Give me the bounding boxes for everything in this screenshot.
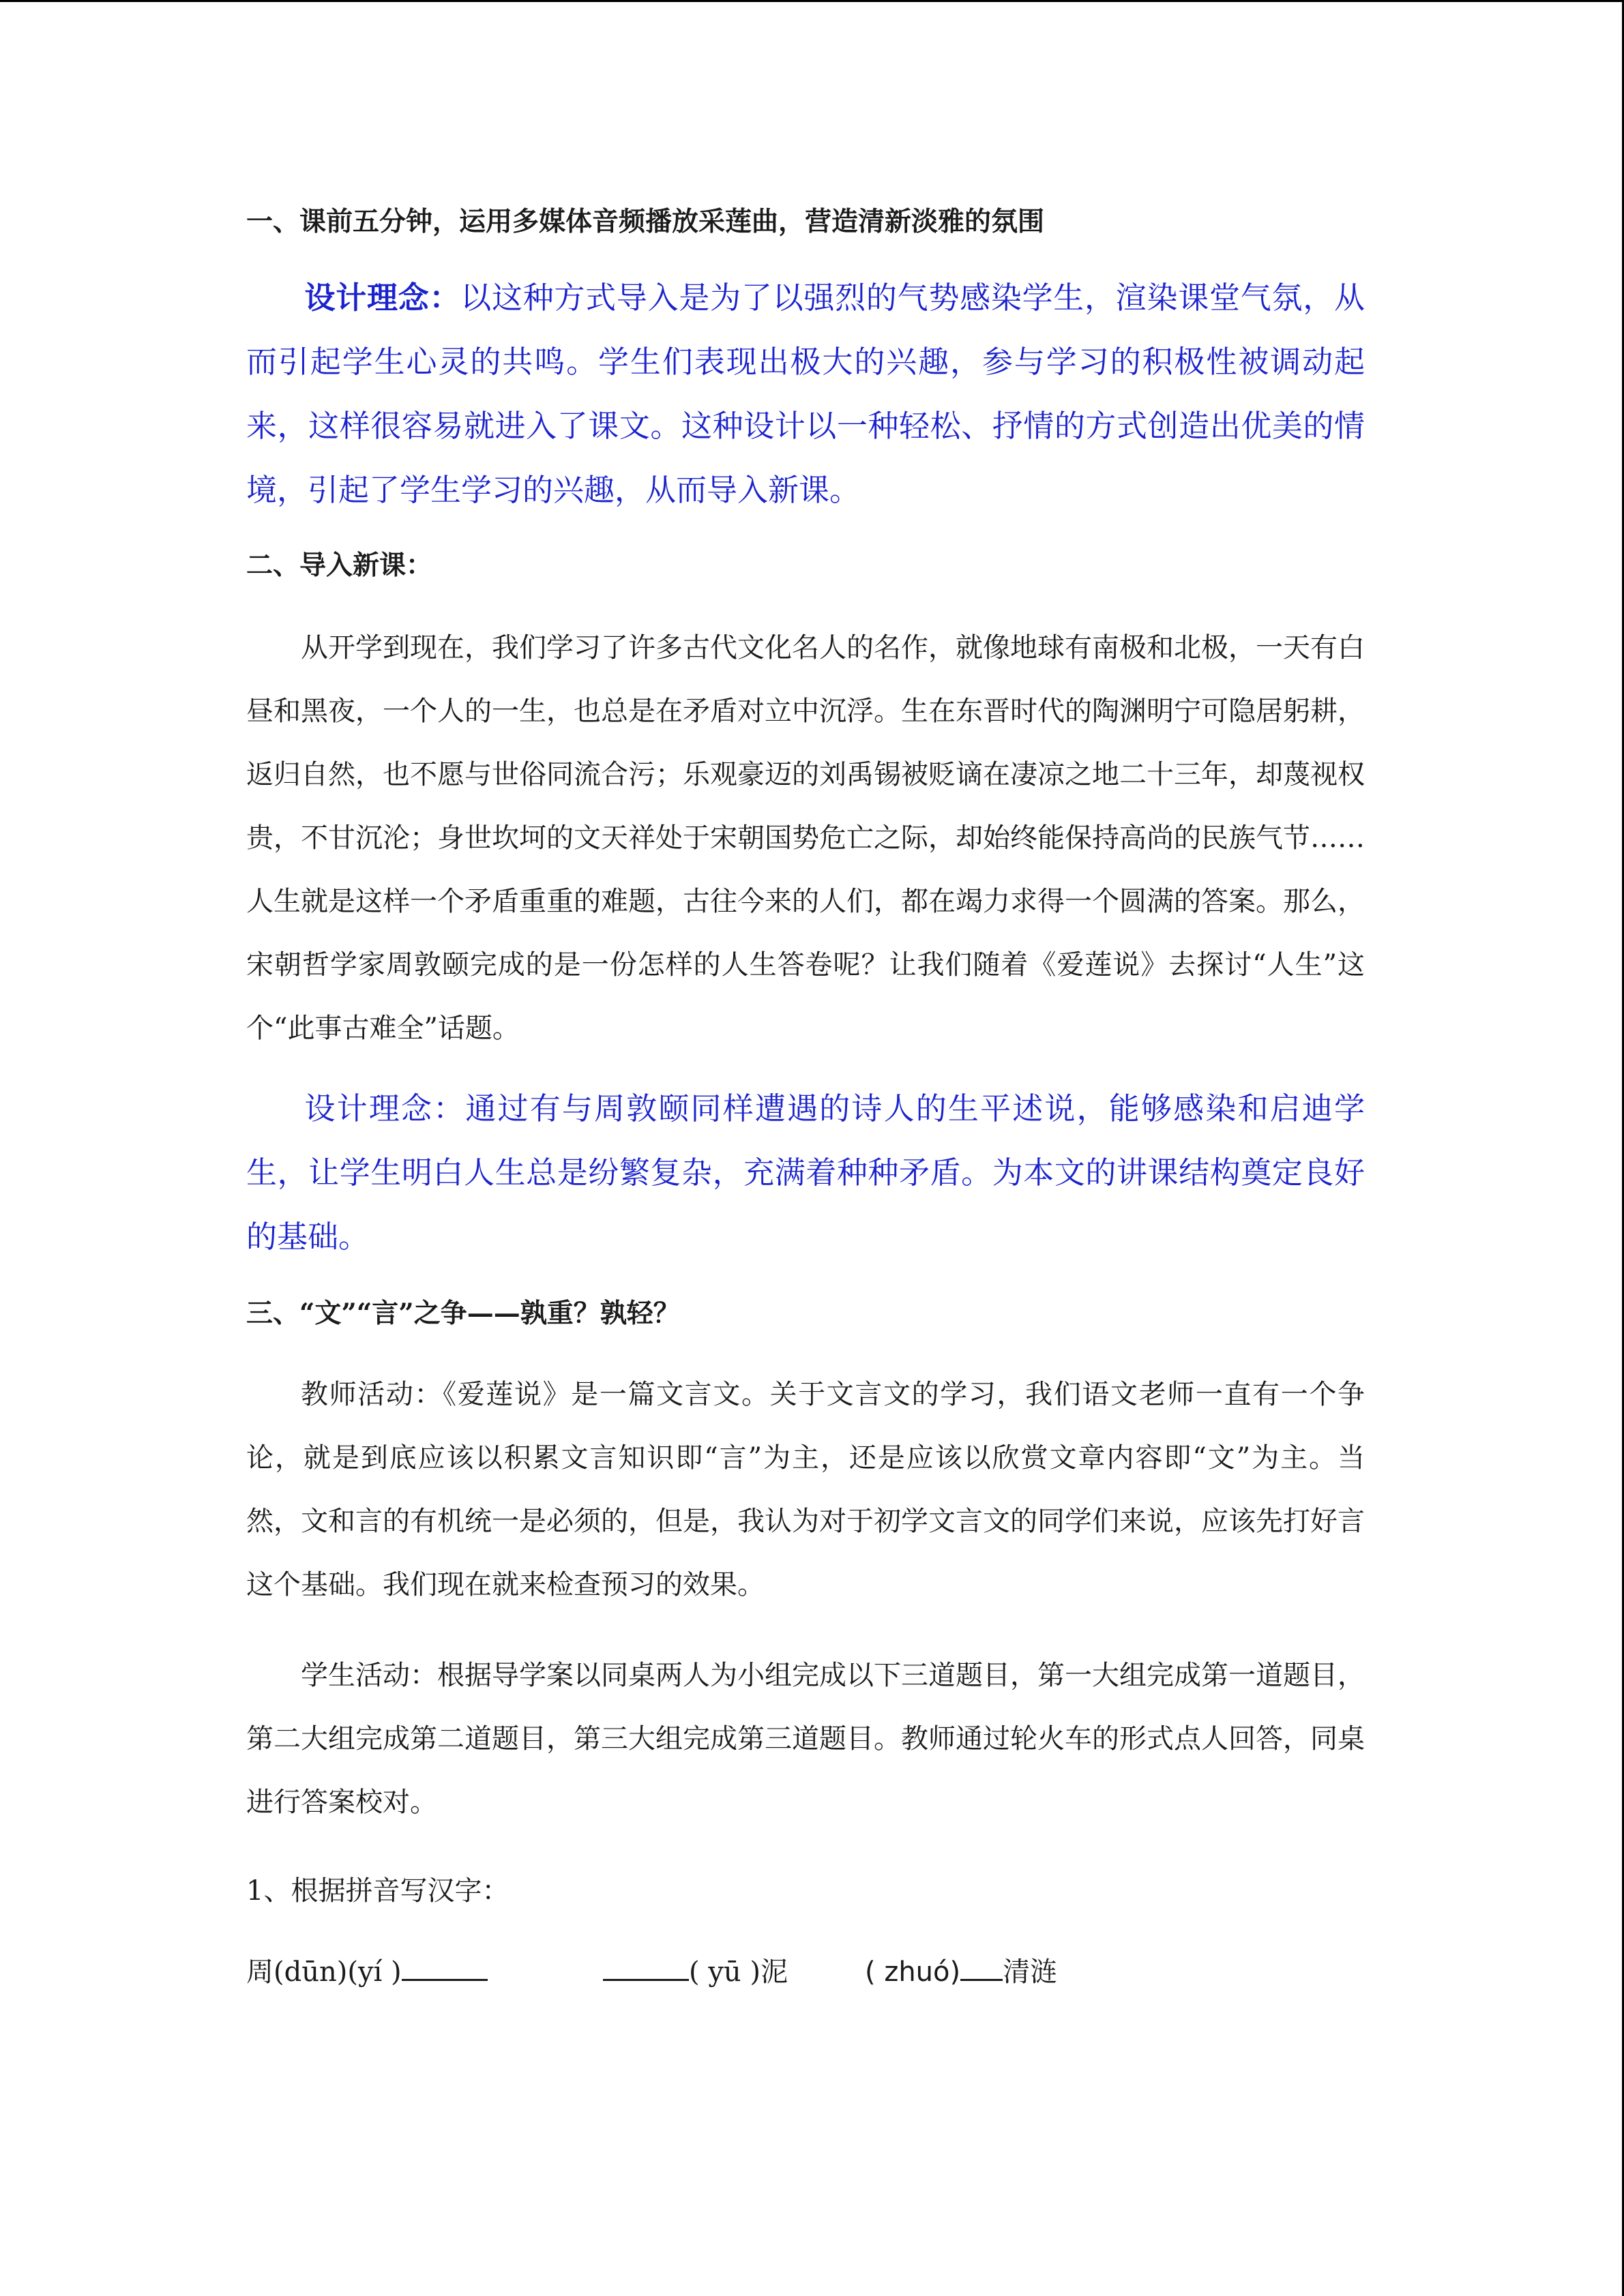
pinyin-item-3 bbox=[865, 1949, 1057, 1993]
section2-design-note: 设计理念：通过有与周敦颐同样遭遇的诗人的生平述说，能够感染和启迪学生，让学生明白人生总是纷繁复杂，充满着种种矛盾。为本文的讲课结构奠定良好的基础。 bbox=[246, 1090, 1365, 1255]
spacer bbox=[246, 582, 1365, 616]
student-activity-paragraph: 学生活动：根据导学案以同桌两人为小组完成以下三道题目，第一大组完成第一道题目，第二大组完成第二道题目，第三大组完成第三道题目。教师通过轮火车的形式点人回答，同桌进行答案校对。 bbox=[246, 1660, 1365, 1818]
design-note-text: 以这种方式导入是为了以强烈的气势感染学生，渲染课堂气氛，从而引起学生心灵的共鸣。学生们表现出极大的兴趣，参与学习的积极性被调动起来，这样很容易就进入了课文。这种设计以一种轻松、抒情的方式创造出优美的情境，引起了学生学习的兴趣，从而导入新课。 bbox=[246, 280, 1365, 508]
section1-heading: 一、课前五分钟，运用多媒体音频播放采莲曲，营造清新淡雅的氛围 bbox=[246, 206, 1045, 237]
spacer bbox=[246, 1908, 1365, 1949]
spacer bbox=[246, 1834, 1365, 1874]
spacer bbox=[246, 1269, 1365, 1296]
answer-blank-2[interactable] bbox=[603, 1949, 689, 1981]
pinyin-item-1 bbox=[246, 1949, 488, 1993]
section2-heading: 二、导入新课： bbox=[246, 550, 433, 581]
pinyin-item-1-prefix: 周(dūn)(yí ) bbox=[246, 1956, 402, 1988]
pinyin-item-3-text: ( zhuó) bbox=[865, 1956, 961, 1988]
spacer bbox=[246, 1060, 1365, 1077]
document-page bbox=[246, 205, 1365, 1990]
question1-title: 1、根据拼音写汉字： bbox=[246, 1875, 510, 1907]
pinyin-item-2-text: ( yū )泥 bbox=[689, 1956, 788, 1988]
design-note-label: 设计理念： bbox=[304, 280, 461, 316]
section3-heading: 三、“文”“言”之争——孰重？孰轻？ bbox=[246, 1298, 680, 1329]
pinyin-item-2 bbox=[603, 1949, 788, 1993]
answer-blank-1[interactable] bbox=[402, 1949, 488, 1981]
spacer bbox=[246, 1617, 1365, 1644]
page-border-top bbox=[0, 0, 1624, 2]
teacher-activity-paragraph: 教师活动：《爱莲说》是一篇文言文。关于文言文的学习，我们语文老师一直有一个争论，就是到底应该以积累文言知识即“言”为主，还是应该以欣赏文章内容即“文”为主。当然，文和言的有机统一是必须的，但是，我认为对于初学文言文的同学们来说，应该先打好言这个基础。我们现在就来检查预习的效果。 bbox=[246, 1379, 1365, 1600]
spacer bbox=[246, 522, 1365, 548]
spacer bbox=[246, 239, 1365, 266]
section2-intro-paragraph: 从开学到现在，我们学习了许多古代文化名人的名作，就像地球有南极和北极，一天有白昼和黑夜，一个人的一生，也总是在矛盾对立中沉浮。生在东晋时代的陶渊明宁可隐居躬耕，返归自然，也不愿与世俗同流合污；乐观豪迈的刘禹锡被贬谪在凄凉之地二十三年，却蔑视权贵，不甘沉沦；身世坎坷的文天祥处于宋朝国势危亡之际，却始终能保持高尚的民族气节……人生就是这样一个矛盾重重的难题，古往今来的人们，都在竭力求得一个圆满的答案。那么，宋朝哲学家周敦颐完成的是一份怎样的人生答卷呢？让我们随着《爱莲说》去探讨“人生”这个“此事古难全”话题。 bbox=[246, 632, 1365, 1044]
answer-blank-3[interactable] bbox=[960, 1949, 1003, 1981]
pinyin-item-3-suffix: 清涟 bbox=[1003, 1956, 1058, 1988]
section1-design-note bbox=[246, 266, 1365, 522]
pinyin-exercise-row bbox=[246, 1949, 1365, 1990]
spacer bbox=[246, 1330, 1365, 1363]
